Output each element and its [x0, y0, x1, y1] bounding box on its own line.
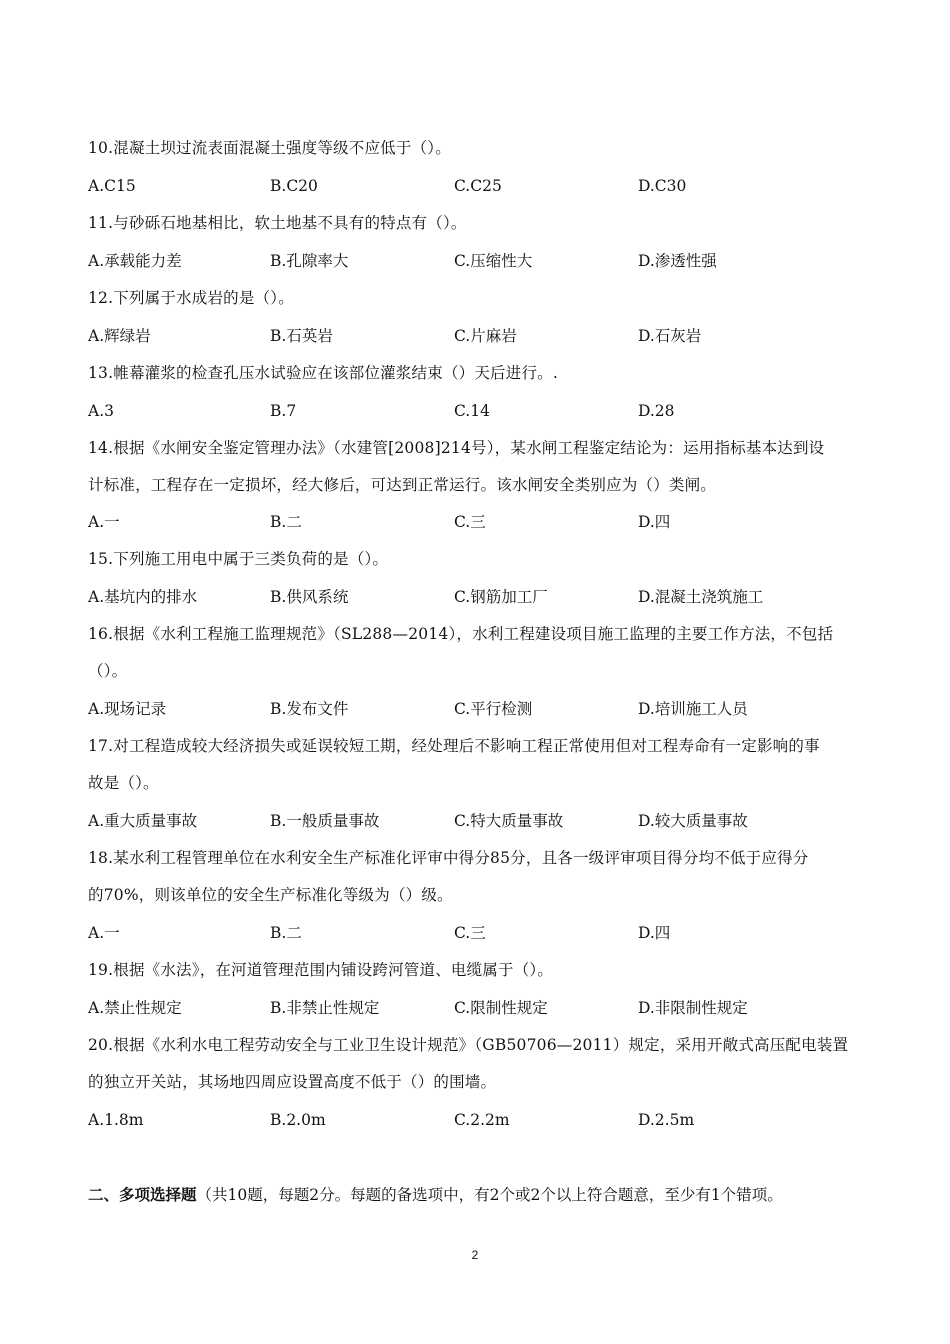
question-18-cont: 的70%，则该单位的安全生产标准化等级为（）级。	[88, 886, 453, 904]
question-17-cont: 故是（）。	[88, 774, 159, 792]
question-14: 14.根据《水闸安全鉴定管理办法》（水建管[2008]214号），某水闸工程鉴定结论为：运用指标基本达到设	[88, 439, 825, 457]
option-c: C.三	[454, 513, 486, 531]
question-11: 11.与砂砾石地基相比，软土地基不具有的特点有（）。	[88, 214, 467, 232]
options-17	[88, 811, 868, 831]
option-d: D.石灰岩	[638, 327, 702, 345]
option-b: B.2.0m	[270, 1111, 326, 1129]
option-b: B.孔隙率大	[270, 252, 349, 270]
option-a: A.基坑内的排水	[88, 588, 198, 606]
option-c: C.限制性规定	[454, 999, 548, 1017]
option-b: B.一般质量事故	[270, 812, 380, 830]
option-b: B.发布文件	[270, 700, 349, 718]
option-a: A.重大质量事故	[88, 812, 198, 830]
option-a: A.C15	[88, 177, 136, 195]
option-a: A.1.8m	[88, 1111, 144, 1129]
options-13	[88, 401, 868, 421]
options-19	[88, 998, 868, 1018]
question-20-cont: 的独立开关站，其场地四周应设置高度不低于（）的围墙。	[88, 1073, 497, 1091]
options-18	[88, 923, 868, 943]
question-13: 13.帷幕灌浆的检查孔压水试验应在该部位灌浆结束（）天后进行。.	[88, 364, 558, 382]
option-d: D.四	[638, 513, 671, 531]
question-17: 17.对工程造成较大经济损失或延误较短工期，经处理后不影响工程正常使用但对工程寿命有一定影响的事	[88, 737, 820, 755]
option-d: D.培训施工人员	[638, 700, 748, 718]
options-11	[88, 251, 868, 271]
option-c: C.片麻岩	[454, 327, 517, 345]
options-10	[88, 176, 868, 196]
option-d: D.渗透性强	[638, 252, 717, 270]
options-20	[88, 1110, 868, 1130]
option-b: B.二	[270, 513, 302, 531]
options-14	[88, 512, 868, 532]
option-c: C.平行检测	[454, 700, 533, 718]
option-a: A.禁止性规定	[88, 999, 182, 1017]
question-20: 20.根据《水利水电工程劳动安全与工业卫生设计规范》（GB50706—2011）规定，采用开敞式高压配电装置	[88, 1036, 849, 1054]
option-c: C.压缩性大	[454, 252, 533, 270]
option-a: A.现场记录	[88, 700, 167, 718]
option-d: D.非限制性规定	[638, 999, 748, 1017]
option-d: D.混凝土浇筑施工	[638, 588, 764, 606]
section-heading	[88, 1185, 783, 1205]
option-c: C.14	[454, 402, 490, 420]
question-14-cont: 计标准，工程存在一定损坏，经大修后，可达到正常运行。该水闸安全类别应为（）类闸。	[88, 476, 717, 494]
option-b: B.供风系统	[270, 588, 349, 606]
option-c: C.钢筋加工厂	[454, 588, 548, 606]
option-a: A.3	[88, 402, 114, 420]
option-a: A.一	[88, 513, 120, 531]
option-c: C.特大质量事故	[454, 812, 564, 830]
option-d: D.四	[638, 924, 671, 942]
question-15: 15.下列施工用电中属于三类负荷的是（）。	[88, 550, 389, 568]
option-d: D.C30	[638, 177, 687, 195]
options-16	[88, 699, 868, 719]
section-description: （共10题，每题2分。每题的备选项中，有2个或2个以上符合题意，至少有1个错项。	[196, 1186, 783, 1204]
page-number: 2	[471, 1248, 479, 1262]
option-b: B.二	[270, 924, 302, 942]
option-b: B.非禁止性规定	[270, 999, 380, 1017]
option-b: B.石英岩	[270, 327, 333, 345]
option-d: D.2.5m	[638, 1111, 695, 1129]
option-a: A.辉绿岩	[88, 327, 151, 345]
question-19: 19.根据《水法》，在河道管理范围内铺设跨河管道、电缆属于（）。	[88, 961, 554, 979]
question-16: 16.根据《水利工程施工监理规范》（SL288—2014），水利工程建设项目施工监理的主要工作方法，不包括	[88, 625, 834, 643]
question-10: 10.混凝土坝过流表面混凝土强度等级不应低于（）。	[88, 139, 451, 157]
option-d: D.28	[638, 402, 675, 420]
option-c: C.三	[454, 924, 486, 942]
question-12: 12.下列属于水成岩的是（）。	[88, 289, 294, 307]
option-d: D.较大质量事故	[638, 812, 748, 830]
option-a: A.承载能力差	[88, 252, 182, 270]
options-15	[88, 587, 868, 607]
question-16-cont: （）。	[88, 662, 128, 680]
option-c: C.C25	[454, 177, 502, 195]
option-c: C.2.2m	[454, 1111, 510, 1129]
question-18: 18.某水利工程管理单位在水利安全生产标准化评审中得分85分，且各一级评审项目得分均不低于应得分	[88, 849, 809, 867]
section-title: 二、多项选择题	[88, 1186, 197, 1204]
option-b: B.C20	[270, 177, 318, 195]
option-b: B.7	[270, 402, 297, 420]
option-a: A.一	[88, 924, 120, 942]
options-12	[88, 326, 868, 346]
